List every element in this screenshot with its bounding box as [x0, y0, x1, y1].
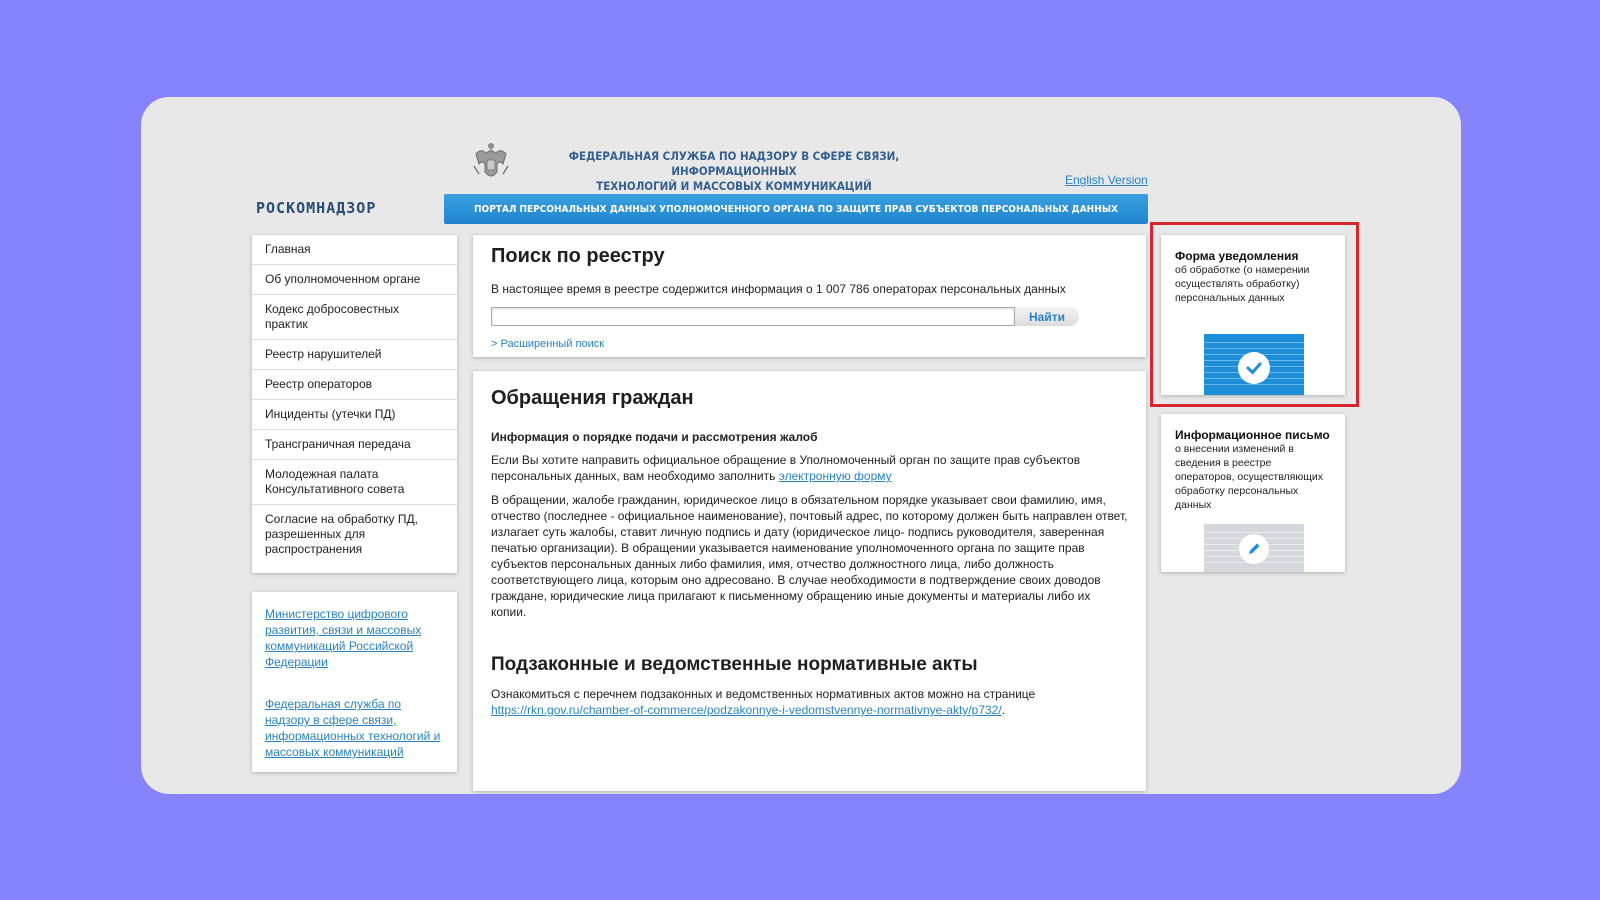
info-letter-graphic — [1204, 524, 1304, 572]
acts-tail: . — [1001, 703, 1006, 717]
appeals-subtitle: Информация о порядке подачи и рассмотрения жалоб — [491, 430, 818, 444]
acts-title: Подзаконные и ведомственные нормативные акты — [491, 654, 978, 675]
info-letter-desc: о внесении изменений в сведения в реестре операторов, осуществляющих обработку персональных данных — [1175, 443, 1323, 511]
registry-search-panel — [473, 235, 1146, 357]
highlight-frame — [1150, 222, 1359, 407]
appeals-paragraph-1-text: Если Вы хотите направить официальное обращение в Уполномоченный орган по защите прав субъектов персональных данных, вам необходимо заполнить — [491, 453, 1081, 483]
notice-form-title: Форма уведомления — [1175, 249, 1299, 263]
agency-title-line1: ФЕДЕРАЛЬНАЯ СЛУЖБА ПО НАДЗОРУ В СФЕРЕ СВЯЗИ, ИНФОРМАЦИОННЫХ — [568, 149, 900, 178]
external-links-panel — [252, 592, 457, 772]
sidebar-item-operators[interactable]: Реестр операторов — [252, 370, 457, 400]
agency-title-line2: ТЕХНОЛОГИЙ И МАССОВЫХ КОММУНИКАЦИЙ — [596, 179, 872, 193]
search-input[interactable] — [491, 307, 1015, 326]
search-row — [491, 307, 1128, 326]
pencil-icon — [1239, 534, 1269, 564]
search-button[interactable]: Найти — [1015, 307, 1079, 326]
ministry-link[interactable]: Министерство цифрового развития, связи и массовых коммуникаций Российской Федерации — [265, 607, 422, 669]
advanced-search-link[interactable]: > Расширенный поиск — [491, 338, 605, 350]
rkn-link[interactable]: Федеральная служба по надзору в сфере связи, информационных технологий и массовых коммуникаций — [265, 697, 441, 759]
registry-info-text: В настоящее время в реестре содержится информация о 1 007 786 операторах персональных данных — [491, 282, 1066, 296]
english-version-link[interactable]: English Version — [1065, 173, 1148, 187]
search-title: Поиск по реестру — [491, 245, 665, 267]
sidebar-item-transborder[interactable]: Трансграничная передача — [252, 430, 457, 460]
appeals-panel — [473, 371, 1146, 791]
appeals-title: Обращения граждан — [491, 387, 694, 409]
sidebar-item-code[interactable]: Кодекс добросовестных практик — [252, 295, 457, 340]
sidebar-nav — [252, 235, 457, 573]
sidebar-item-youth-chamber[interactable]: Молодежная палата Консультативного совета — [252, 460, 457, 505]
sidebar-item-consent[interactable]: Согласие на обработку ПД, разрешенных для распространения — [265, 512, 418, 556]
portal-banner: ПОРТАЛ ПЕРСОНАЛЬНЫХ ДАННЫХ УПОЛНОМОЧЕННОГО ОРГАНА ПО ЗАЩИТЕ ПРАВ СУБЪЕКТОВ ПЕРСОНАЛЬНЫХ ДАННЫХ — [444, 194, 1148, 224]
coat-of-arms-icon — [470, 140, 512, 184]
sidebar-item-about[interactable]: Об уполномоченном органе — [252, 265, 457, 295]
sidebar-item-incidents[interactable]: Инциденты (утечки ПД) — [252, 400, 457, 430]
acts-paragraph — [491, 686, 1128, 718]
info-letter-title: Информационное письмо — [1175, 428, 1330, 442]
brand-logo-text[interactable]: РОСКОМНАДЗОР — [256, 199, 377, 217]
info-letter-card[interactable] — [1161, 414, 1345, 572]
appeals-paragraph-2: В обращении, жалобе гражданин, юридическое лицо в обязательном порядке указывает свои фамилию, имя, отчество (последнее - официальное наименование), почтовый адрес, по которому должен быть направлен ответ, излагает суть жалобы, ставит личную подпись и дату (юридическое лицо- подпись руководителя, заверенная печатью организации). В обращении указывается наименование уполномоченного органа по защите прав субъектов персональных данных либо фамилия, имя, отчество должностного лица, либо должность соответствующего лица, которым оно адресовано. В случае необходимости в подтверждение своих доводов граждане, юридические лица прилагают к письменному обращению иные документы и материалы либо их копии. — [491, 493, 1128, 619]
agency-title — [534, 149, 934, 194]
sidebar-item-main[interactable]: Главная — [252, 235, 457, 265]
notice-form-desc: об обработке (о намерении осуществлять обработку) персональных данных — [1175, 264, 1310, 304]
acts-link[interactable]: https://rkn.gov.ru/chamber-of-commerce/podzakonnye-i-vedomstvennye-normativnye-akty/p732/ — [491, 703, 1002, 717]
acts-text: Ознакомиться с перечнем подзаконных и ведомственных нормативных актов можно на странице — [491, 687, 1036, 701]
sidebar-item-violators[interactable]: Реестр нарушителей — [252, 340, 457, 370]
electronic-form-link[interactable]: электронную форму — [778, 469, 892, 483]
appeals-paragraph-1 — [491, 452, 1128, 484]
